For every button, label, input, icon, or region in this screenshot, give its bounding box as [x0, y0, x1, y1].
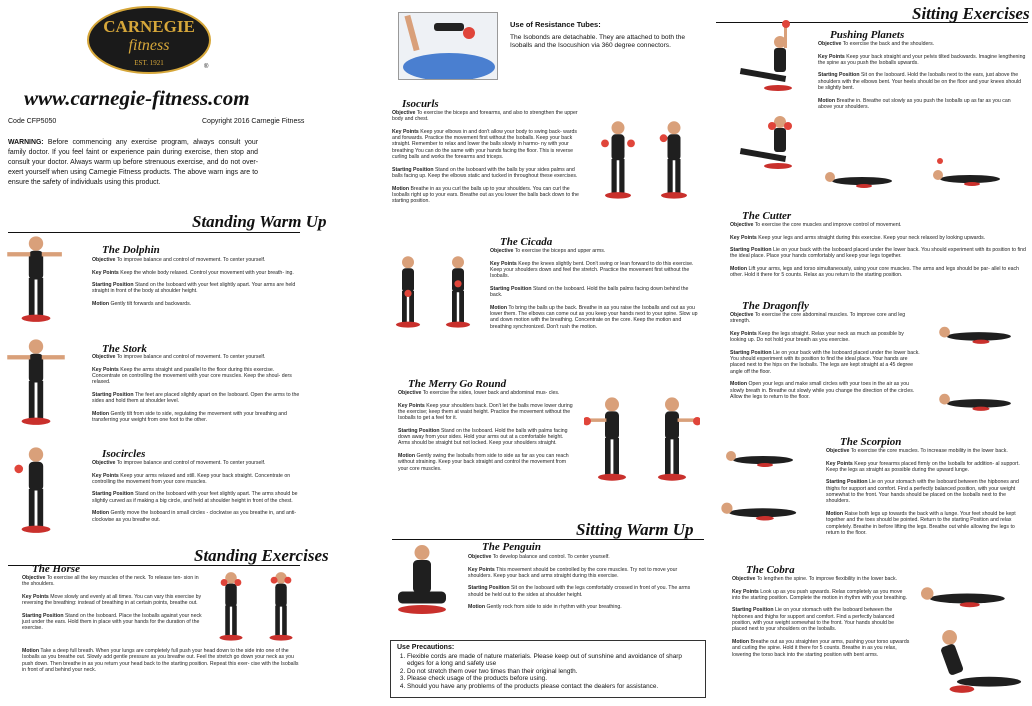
cutter-text: Objective To exercise the core muscles and improve control of movement. Key Points Keep your legs and arms straight during this exercise. Keep your neck relaxed by looking upwards. Starting Position Lie on your back with the Isoboard placed under the lower back. You should experiment with its position to find the ideal place. Place your hands comfortably and keep your legs together. Motion Lift your arms, legs and torso simultaneously, using your core muscles. The arms and legs should be par- allel to each other. Hold it there for 5 counts. Relax as you return to the starting position.: [730, 222, 1026, 279]
horse-text: Objective To exercise all the key muscles of the neck. To release ten- sion in the shoulders. Key Points Move slowly and evenly at all times. You can vary this exercise by reversing the breathing: instead of breathing in at certain points, breathe out. Starting Position Stand on the Isoboard. Place the Isoballs against your neck just under the ears. Hold them in place with your hands for the duration of the exercise.: [22, 575, 202, 632]
penguin-title: The Penguin: [482, 541, 541, 553]
horse-figure-2: [258, 568, 304, 643]
cutter-figure-2: [930, 146, 1016, 200]
precautions-box: [390, 640, 706, 698]
dolphin-text: Objective To improve balance and control of movement. To center yourself. Key Points Keep the whole body relaxed. Control your movement with your breath- ing. Starting Position Stand on the Isoboard with your feet slightly apart. Your arms are held straight in front of the body at shoulder height. Motion Gently tilt forwards and backwards.: [92, 257, 296, 308]
isocircles-text: Objective To improve balance and control of movement. To center yourself. Key Points Keep your arms relaxed and still. Keep your back straight. Concentrate on controlling the movement from your core muscles. Starting Position Stand on the Isoboard with your feet slightly apart. The arms should be slightly curved as if making a big circle, and held at shoulder height in front of the chest. Motion Gently move the Isoboard in small circles - clockwise as you breathe in, and anti-clockwise as you breathe out.: [92, 460, 298, 523]
copyright: Copyright 2016 Carnegie Fitness: [202, 118, 305, 125]
cobra-text: Objective To lengthen the spine. To improve flexibility in the lower back. Key Points Look up as you push upwards. Relax completely as you move into the starting position. Complete the motion in rhythm with your breathing. Starting Position Lie on your stomach with the Isoboard between the hipbones and thighs for support and comfort. Find a perfectly balanced position, with your weight somewhat to the front. Your hands should be placed next to your shoulders on the Isoballs. Motion Breathe out as you straighten your arms, pushing your torso upwards and curling the spine. Hold it there for 5 counts. Breathe in as you relax, lowering the torso back into the starting position with bent arms.: [732, 576, 910, 658]
precautions-list: [407, 653, 699, 690]
precaution-item: 3. Please check usage of the products before using.: [407, 675, 699, 682]
horse-title: The Horse: [32, 563, 80, 575]
cicada-text: Objective To exercise the biceps and upper arms. Key Points Keep the knees slightly bent. Don't swing or lean forward to do this exercise. Keep your shoulders down and feel the stretch. Practice the movement first without the Isoballs. Starting Position Stand on the Isoboard. Hold the balls palms facing down behind the back. Motion To bring the balls up the back. Breathe in as you raise the Isoballs and out as you lower them. The elbows can come out as you keep your hands next to your spine. Slow up and down motion with the breathing. Concentrate on the core. Keep the motion and breathing synchronized. Don't rush the motion.: [490, 248, 698, 330]
dragonfly-figure-2: [936, 372, 1028, 422]
logo-top: CARNEGIE: [103, 17, 195, 36]
stork-figure: [6, 335, 66, 427]
logo-bottom: EST. 1921: [134, 59, 164, 67]
precaution-item: 4. Should you have any problems of the products please contact the dealers for assistance.: [407, 683, 699, 690]
horse-motion: Motion Take a deep full breath. When your lungs are completely full push your head down to the side into one of the Isoballs as you breathe out. Slowly add gentle pressure as you breathe out. Feel the stretch go down your neck as you push down. Then breathe in as you return your head back to the starting position. Repeat this exer- cise with the Isoballs in front of and behind your neck.: [22, 648, 299, 673]
section-standing-warm-up: Standing Warm Up: [192, 212, 327, 231]
logo: [86, 5, 212, 75]
isocircles-title: Isocircles: [102, 448, 146, 460]
merry-go-round-figure-1: [584, 384, 640, 492]
cicada-figure-2: [434, 236, 482, 346]
precaution-item: 2. Do not stretch them over two times than their original length.: [407, 668, 699, 675]
scorpion-figure-2: [718, 476, 814, 536]
cutter-figure-1: [822, 150, 908, 200]
cutter-title: The Cutter: [742, 210, 792, 222]
scorpion-title: The Scorpion: [840, 436, 902, 448]
cobra-title: The Cobra: [746, 564, 795, 576]
isocurls-figure-1: [592, 110, 644, 208]
pushing-planets-figure-2: [720, 104, 800, 180]
warning-text: Before commencing any exercise program, always consult your family doctor. If you feel faint or experience pain during exercise, then stop and consult your doctor. Always warm up before strenuous exercise, and do not over-exert yourself when using Carnegie Fitness products. The above warn ings are to ensure the safety of individuals using this product.: [8, 139, 259, 186]
warning-label: WARNING:: [8, 139, 44, 146]
cicada-figure-1: [384, 236, 432, 346]
pushing-planets-figure-1: [720, 14, 800, 104]
section-sitting-warm-up: Sitting Warm Up: [576, 520, 694, 539]
penguin-text: Objective To develop balance and control. To center yourself. Key Points This movement should be controlled by the core muscles. Try not to move your shoulders. Keep your back and arms straight during this exercise. Starting Position Sit on the Isoboard with the legs comfortably crossed in front of you. The arms should be held out to the sides at shoulder height. Motion Gently rock from side to side in rhythm with your breathing.: [468, 554, 691, 611]
precaution-item: 1. Flexible cords are made of nature materials. Please keep out of sunshine and avoidance of sharp edges for a long and safety use: [407, 653, 699, 668]
horse-figure-1: [208, 568, 254, 643]
pushing-planets-title: Pushing Planets: [830, 29, 905, 41]
section-standing-exercises: Standing Exercises: [194, 546, 329, 565]
merry-go-round-title: The Merry Go Round: [408, 378, 507, 390]
merry-go-round-figure-2: [644, 384, 700, 492]
dragonfly-text: Objective To exercise the core abdominal muscles. To improve core and leg strength. Key Points Keep the legs straight. Relax your neck as much as possible by looking up. Do not hold your breath as you exercise. Starting Position Lie on your back with the Isoboard placed under the lower back. You should experiment with its position to find the ideal place. Your hands are placed next to the hips on the Isoballs. The legs are kept straight at a 45 degree angle off the floor. Motion Open your legs and make small circles with your toes in the air as you slowly breath in. Breathe out slowly while you change the direction of the circles. Allow the legs to return to the floor.: [730, 312, 920, 400]
cobra-figure-1: [916, 566, 1026, 616]
isocurls-figure-2: [648, 110, 700, 208]
pushing-planets-text: Objective To exercise the back and the shoulders. Key Points Keep your back straight and your pelvis tilted backwards. Imagine lengthening the spine as you push the Isoballs upwards. Starting Position Sit on the Isoboard. Hold the Isoballs next to the ears, just above the shoulders with the elbows bent. Your heels should be on the floor and your knees should be slightly bent. Motion Breathe in. Breathe out slowly as you push the Isoballs up as far as you can above your shoulders.: [818, 41, 1026, 110]
precautions-title: Use Precautions:: [397, 644, 455, 651]
penguin-figure: [392, 540, 452, 622]
resistance-tubes-title: Use of Resistance Tubes:: [510, 20, 601, 29]
resistance-tubes-photo: [398, 12, 498, 80]
stork-title: The Stork: [102, 343, 147, 355]
isocircles-figure: [6, 443, 66, 535]
cobra-figure-2: [920, 624, 1026, 700]
scorpion-text: Objective To exercise the core muscles. To increase mobility in the lower back. Key Points Keep your forearms placed firmly on the Isoballs for addition- al support. Keep the legs as straight as possible during the upward lunge. Starting Position Lie on your stomach with the Isoboard between the hipbones and thighs for support and comfort. Find a perfectly balanced position, with your weight somewhat to the front. Your hands should be placed on the Isoballs next to the shoulders. Motion Raise both legs up towards the back with a lunge. Your feet should be kept together and the toes should be pointed. Return to the starting Position and relax completely. Breathe in before lifting the legs. Breathe out while allowing the legs to return to the floor.: [826, 448, 1020, 536]
resistance-tubes-text: The Isobonds are detachable. They are attached to both the Isoballs and the Isocushion via 360 degree connectors.: [510, 34, 686, 49]
dolphin-figure: [6, 232, 66, 324]
stork-text: Objective To improve balance and control of movement. To center yourself. Key Points Keep the arms straight and parallel to the floor during this exercise. Concentrate on controlling the movement with your core muscles. Keep the shoul- ders relaxed. Starting Position The feet are placed slightly apart on the Isoboard. Open the arms to the sides and hold them at shoulder level. Motion Gently tilt from side to side, regulating the movement with your breathing and transferring your weight from one foot to the other.: [92, 354, 300, 423]
section-sitting-exercises: Sitting Exercises: [912, 4, 1030, 23]
logo-mid: fitness: [128, 37, 170, 54]
website-url[interactable]: www.carnegie-fitness.com: [24, 86, 250, 110]
merry-go-round-text: Objective To exercise the sides, lower back and abdominal mus- cles. Key Points Keep your shoulders back. Don't let the balls move lower during the exercise; keep them at waist height. Practice the movement without the Isoballs to get a feel for it. Starting Position Stand on the Isoboard. Hold the balls with palms facing down away from your sides. Hold your arms out at a comfortable height. Arms should be straight but not locked. Keep your shoulders straight. Motion Gently swing the Isoballs from side to side as far as you can reach without straining. Keep your back straight and control the movement from your core muscles.: [398, 390, 573, 472]
scorpion-figure-1: [718, 434, 814, 474]
dragonfly-title: The Dragonfly: [742, 300, 809, 312]
logo-registered-mark: ®: [204, 64, 209, 70]
cicada-title: The Cicada: [500, 236, 553, 248]
dragonfly-figure-1: [936, 300, 1028, 360]
isocurls-text: Objective To exercise the biceps and forearms, and also to strengthen the upper body and chest. Key Points Keep your elbows in and don't allow your body to swing back- wards and forwards. Practice the movement first without the Isoballs. Keep your back straight. Remember to relax and lower the balls slowly in harmo- ny with your breathing You can do the same with your hands facing the floor. This is reverse curling balls and works the forearms and triceps. Starting Position Stand on the Isoboard with the balls by your sides palms and balls facing up. Keep the elbows static and tucked in throughout these exercises. Motion Breathe in as you curl the balls up to your shoulders. You can curl the Isoballs right up to your ears. Breathe out as you lower the balls back down to the starting position.: [392, 110, 579, 205]
warning: [8, 138, 258, 188]
dolphin-title: The Dolphin: [102, 244, 160, 256]
product-code: Code CFP5050: [8, 118, 57, 125]
isocurls-title: Isocurls: [402, 98, 439, 110]
